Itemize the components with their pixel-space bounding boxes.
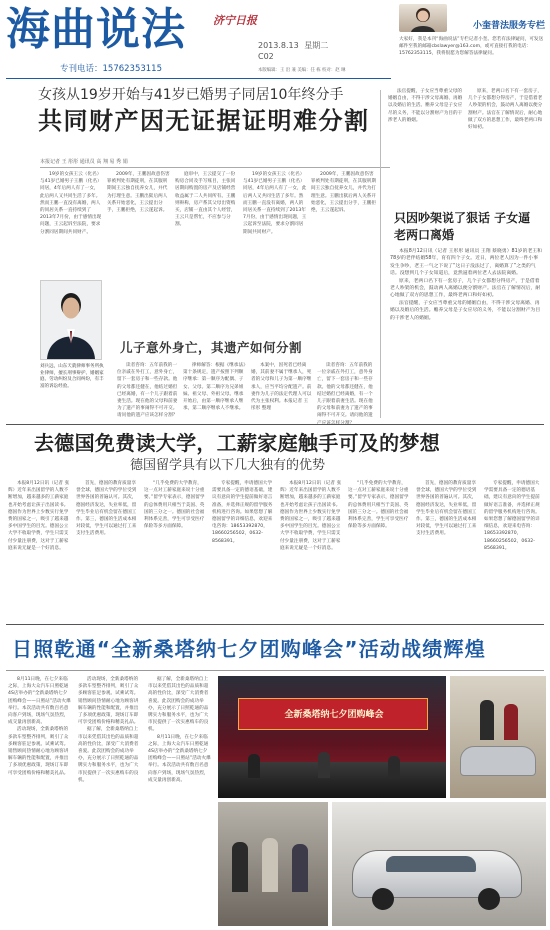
showroom-photo <box>450 676 546 798</box>
subhead: 儿子意外身亡，其遗产如何分割 <box>120 340 303 355</box>
feature-col-1 <box>8 480 70 620</box>
columnist-heading: 小奎普法服务专栏 <box>472 21 545 31</box>
promo-col-1 <box>8 676 72 926</box>
lead-col-1 <box>40 171 102 277</box>
lead-col-3 <box>175 171 239 343</box>
sub-col-1 <box>117 362 179 420</box>
promo-col-3 <box>148 676 212 926</box>
sub-paragraph: 本案中，因死者已经离婚，其前妻不属于继承人，死者的父母和儿子为第一顺序继承人，应当平均分配遗产。前妻作为儿子的法定代理人可以代为主张权利。本报记者 王 彤彤 整理 <box>251 363 312 412</box>
sub-paragraph: 律师解答：根据《继承法》第十条规定，遗产按照下列顺序继承：第一顺序为配偶、子女、父母。第二顺序为兄弟姐妹、祖父母、外祖父母。继承开始后，由第一顺序继承人继承，第二顺序继承人不继承。 <box>183 363 246 412</box>
section-rule-2 <box>6 624 544 625</box>
feature-col-3 <box>144 480 206 620</box>
photo-banner-text: 全新桑塔纳七夕团购峰会 <box>284 710 384 720</box>
feature-col-2 <box>76 480 138 620</box>
sidebar-paragraph: 法官提醒，子女应当尊重父母的婚姻自由，不得干涉父母离婚、再婚以及婚后的生活。赡养父母是子女应尽的义务，不能以分割财产为目的干涉老人的婚姻。 <box>390 300 541 321</box>
sub-col-4 <box>317 362 377 420</box>
sub-paragraph: 读者咨询：五年前我的一位亲戚在外打工，意外身亡，留下一套房子和一些存款。他的父母都还健在，他结过婚但已经离婚，有一个儿子跟着前妻生活。现在他的父母和前妻为了遗产的事闹得不可开交。请问他的遗产应该怎样分割？ <box>117 363 178 419</box>
lead-paragraph: 19岁的女孩王云（化名）与41岁已婚男子王鹏（化名）同居，4年后两人有了一女，此后两人又共同生活了多年。然而王鹏一直没有离婚，两人的同居关系一直持续到了2013年7月份，由于感情出现问题，王云起诉至法院，要求分割同居期间共同财产。 <box>40 172 102 235</box>
promo-paragraph: 8月11日晚，在七夕来临之际，上海大众汽车日照乾通4S店举办的“全新桑塔纳七夕团购峰会——日照站”活动火爆举行。本次活动共有数百名意向客户到场，现场气氛热烈，成交量再创新高。 <box>8 677 71 726</box>
lead-rule <box>40 167 390 168</box>
feature-paragraph: 专家提醒，申请德国大学需要具备一定的德语基础，建议有意向的学生提前做好语言准备，并选择正规的留学服务机构进行咨询。如果您想了解德国留学的详细信息，欢迎来电咨询：18653392870，18660256502，0632-8568391。 <box>484 481 540 551</box>
lead-col-4 <box>243 171 307 343</box>
feature-paragraph: 本报8月12日讯（记者 张辉）近年来出国留学的人数不断增加，越来越多的工薪家庭也开始考虑让孩子出国读书。德国作为世界上少数实行免学费的国家之一，吸引了越来越多中国学生的目光。德国公立大学不收取学费，学生只需支付少量注册费，这对于工薪家庭来说无疑是一个好消息。 <box>280 481 342 551</box>
sidebar-body <box>390 248 542 420</box>
column-title: 海曲说法 <box>6 4 186 55</box>
feature-paragraph: 本报8月12日讯（记者 张辉）近年来出国留学的人数不断增加，越来越多的工薪家庭也开始考虑让孩子出国读书。德国作为世界上少数实行免学费的国家之一，吸引了越来越多中国学生的目光。德国公立大学不收取学费，学生只需支付少量注册费，这对于工薪家庭来说无疑是一个好消息。 <box>8 481 70 551</box>
lead-col-5 <box>311 171 376 343</box>
feature-paragraph: “几乎免费的大学教育，这一点对工薪家庭来说十分重要。”留学专家表示，德国留学的总体费用只相当于美国、英国的三分之一。德国的社会福利体系完善，学生可享受医疗保险等多方面保障。 <box>348 481 409 530</box>
lead-paragraph: 2009年，王鹏因故意伤害罪被判处有期徒刑，在其服刑期间王云独自抚养女儿，并代为打理生意。王鹏出狱后两人关系开始恶化，王云提出分手，王鹏拒绝，王云遂起诉。 <box>107 172 170 214</box>
weekday: 星期二 <box>304 41 329 50</box>
car-photo <box>332 802 546 926</box>
sidebar-paragraph: 原来，老两口名下有一套房子，几个子女都想分得房产，于是借着老人吵架的机会，鼓动两人离婚以便分割财产。法官在了解情况后，耐心地做了双方的思想工作，最终老两口和好如初。 <box>468 89 543 131</box>
feature-paragraph: “几乎免费的大学教育，这一点对工薪家庭来说十分重要。”留学专家表示，德国留学的总体费用只相当于美国、英国的三分之一。德国的社会福利体系完善，学生可享受医疗保险等多方面保障。 <box>144 481 205 530</box>
sidebar-headline: 只因吵架说了狠话 子女逼老两口离婚 <box>394 211 531 242</box>
hotline: 专刊电话：15762353115 <box>60 64 162 74</box>
page-number: C02 <box>258 52 274 61</box>
feature-paragraph: 专家提醒，申请德国大学需要具备一定的德语基础，建议有意向的学生提前做好语言准备，并选择正规的留学服务机构进行咨询。如果您想了解德国留学的详细信息，欢迎来电咨询：18653392870，18660256502，0632-8568391。 <box>212 481 273 544</box>
sidebar-paragraph: 法官提醒，子女应当尊重父母的婚姻自由，不得干涉父母离婚、再婚以及婚后的生活。赡养父母是子女应尽的义务，不能以分割财产为目的干涉老人的婚姻。 <box>388 89 463 123</box>
promo-paragraph: 据了解，全新桑塔纳自上市以来凭借其出色的品质和超高的性价比，深受广大消费者喜爱。此次团购会的成功举办，充分展示了日照乾通的品牌实力和服务水平，也为广大市民提供了一次实惠购车的良机。 <box>78 727 139 783</box>
feature-col-8 <box>484 480 544 620</box>
event-stage-photo <box>218 676 446 798</box>
feature-col-5 <box>280 480 342 620</box>
section-rule-1 <box>6 424 544 425</box>
sidebar-box <box>384 86 546 420</box>
promo-paragraph: 活动现场，全新桑塔纳的多款车型整齐排列，吸引了众多顾客驻足参观、试乘试驾。销售顾问热情耐心地为顾客讲解车辆的性能和配置，并推出了多项优惠政策，现场订车即可享受团购价格和精美礼品。 <box>8 727 69 776</box>
masthead-rule <box>6 78 391 79</box>
issue-date <box>258 40 328 51</box>
sub-paragraph: 读者咨询：五年前我的一位亲戚在外打工，意外身亡，留下一套房子和一些存款。他的父母都还健在，他结过婚但已经离婚，有一个儿子跟着前妻生活。现在他的父母和前妻为了遗产的事闹得不可开交。请问他的遗 <box>317 363 373 419</box>
feature-headline: 去德国免费读大学，工薪家庭触手可及的梦想 <box>34 431 440 455</box>
paper-logo: 济宁日报 <box>213 14 257 27</box>
lead-paragraph: 19岁的女孩王云（化名）与41岁已婚男子王鹏（化名）同居，4年后两人有了一女，此后两人又共同生活了多年。然而王鹏一直没有离婚，两人的同居关系一直持续到了2013年7月份，由于感情出现问题，王云起诉至法院，要求分割同居期间共同财产。 <box>243 172 307 235</box>
promo-col-2 <box>78 676 142 926</box>
feature-paragraph: 首先，德国的教育质量享誉全球，德国大学的学位受到世界各国的普遍认可。其次，德国经济发达，失业率低，留学生毕业后有机会留在德国工作。第三，德国的生活成本相对较低，学生可以通过打工来支付生活费用。 <box>76 481 137 537</box>
promo-photos <box>218 676 546 926</box>
promo-paragraph: 据了解，全新桑塔纳自上市以来凭借其出色的品质和超高的性价比，深受广大消费者喜爱。此次团购会的成功举办，充分展示了日照乾通的品牌实力和服务水平，也为广大市民提供了一次实惠购车的良机。 <box>148 677 209 733</box>
promo-rule <box>6 670 544 671</box>
promo-headline: 日照乾通“全新桑塔纳七夕团购峰会”活动战绩辉煌 <box>12 637 486 661</box>
sub-col-2 <box>183 362 247 420</box>
promo-paragraph: 8月11日晚，在七夕来临之际，上海大众汽车日照乾通4S店举办的“全新桑塔纳七夕团购峰会——日照站”活动火爆举行。本次活动共有数百名意向客户到场，现场气氛热烈，成交量再创新高。 <box>148 734 211 783</box>
feature-paragraph: 首先，德国的教育质量享誉全球，德国大学的学位受到世界各国的普遍认可。其次，德国经济发达，失业率低，留学生毕业后有机会留在德国工作。第三，德国的生活成本相对较低，学生可以通过打工来支付生活费用。 <box>416 481 477 537</box>
audience-photo <box>218 802 328 926</box>
lead-col-2 <box>107 171 171 343</box>
lead-paragraph: 庭审中，王云提交了一份购房合同及手写账目，主张同居期间购置的房产及店铺经营收益属于二人共同所有。王鹏则辩称，房产系其父母出资购买，店铺一直由其个人经营，王云只是帮忙，不应参与分割。 <box>175 172 236 228</box>
photo-caption: 刘兵远，山东天就律师事务所执业律师，擅长刑事辩护、婚姻家庭、劳动纠纷及合同纠纷，有丰富的诉讼经验。 <box>40 364 104 389</box>
lawyer-photo <box>40 280 102 360</box>
columnist-intro: 大家好，我是本刊“海曲说法”专栏记者小奎。您若有法律疑问，可发送邮件至我的邮箱cbslawyer@163.com，或可直接打我的电话：15762353115，我将很愿为您解答法律疑问。 <box>399 37 544 56</box>
sub-col-3 <box>251 362 313 420</box>
columnist-box <box>395 4 545 78</box>
credits: 本版编辑：王 沿 兼 美编：任 栋 校对：赵 琳 <box>258 68 346 73</box>
lead-byline: 本报记者 王 彤彤 通讯员 高 翔 易 秀 娟 <box>40 159 128 165</box>
date: 2013.8.13 <box>258 41 299 50</box>
sidebar-paragraph: 本报8月12日讯（记者 王彤彤 通讯员 王翔 蔡晓勇）81岁的老王和78岁的老伴结婚58年，育有四个子女。近日，两位老人因为一件小事发生争吵，老王一气之下说了“这日子没法过了，离婚算了”之类的气话。没想到几个子女知道后，竟然逼着两位老人去法院离婚。 <box>390 249 542 277</box>
sidebar-paragraph: 原来，老两口名下有一套房子，几个子女都想分得房产，于是借着老人吵架的机会，鼓动两人离婚以便分割财产。法官在了解情况后，耐心地做了双方的思想工作，最终老两口和好如初。 <box>390 278 541 299</box>
sidebar-top-col-1 <box>388 88 464 200</box>
feature-col-6 <box>348 480 410 620</box>
feature-subheadline: 德国留学具有以下几大独有的优势 <box>130 458 326 473</box>
lead-headline: 共同财产因无证据证明难分割 <box>38 107 370 135</box>
sidebar-top-col-2 <box>468 88 544 200</box>
lead-kicker: 女孩从19岁开始与41岁已婚男子同居10年终分手 <box>38 87 344 103</box>
promo-paragraph: 活动现场，全新桑塔纳的多款车型整齐排列，吸引了众多顾客驻足参观、试乘试驾。销售顾问热情耐心地为顾客讲解车辆的性能和配置，并推出了多项优惠政策，现场订车即可享受团购价格和精美礼品。 <box>78 677 139 726</box>
feature-col-7 <box>416 480 478 620</box>
lead-paragraph: 2009年，王鹏因故意伤害罪被判处有期徒刑，在其服刑期间王云独自抚养女儿，并代为打理生意。王鹏出狱后两人关系开始恶化，王云提出分手，王鹏拒绝，王云遂起诉。 <box>311 172 377 214</box>
feature-col-4 <box>212 480 274 620</box>
